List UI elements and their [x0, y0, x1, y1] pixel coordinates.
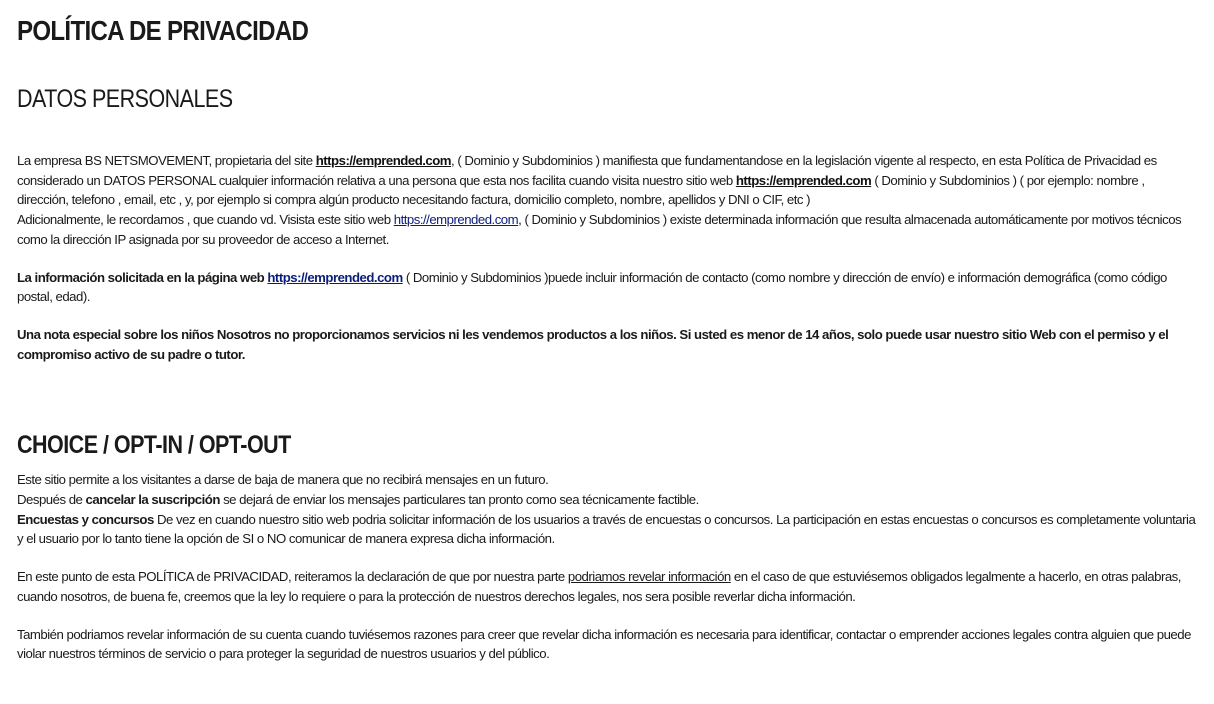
site-link[interactable]: https://emprended.com [267, 269, 403, 285]
paragraph-opt-out: Este sitio permite a los visitantes a darse de baja de manera que no recibirá mensajes en un futuro. Después de cancelar la suscripción se dejará de enviar los mensajes particulares tan pronto como sea técnicamente factible. Encuestas y concursos De vez en cuando nuestro sitio web podria solicitar información de los usuarios a través de encuestas o concursos. La participación en estas encuestas o concursos es completamente voluntaria y el usuario por lo tanto tiene la opción de SI o NO comunicar de manera expresa dicha información. [17, 472, 1196, 547]
paragraph-children-note: Una nota especial sobre los niños Nosotros no proporcionamos servicios ni les vendemos productos a los niños. Si usted es menor de 14 años, solo puede usar nuestro sitio Web con el permiso y el compromiso activo de su padre o tutor. [17, 326, 1169, 362]
paragraph-account-disclosure: También podriamos revelar información de su cuenta cuando tuviésemos razones para creer que revelar dicha información es necesaria para identificar, contactar o emprender acciones legales contra alguien que puede violar nuestros términos de servicio o para proteger la seguridad de nuestros usuarios y del público. [17, 626, 1191, 662]
paragraph-datos-intro: La empresa BS NETSMOVEMENT, propietaria del site https://emprended.com, ( Dominio y Subdominios ) manifiesta que fundamentandose en la legislación vigente al respecto, en esta Política de Privacidad es considerado un DATOS PERSONAL cualquier información relativa a una persona que esta nos facilita cuando visita nuestro sitio web https://emprended.com ( Dominio y Subdominios ) ( por ejemplo: nombre , dirección, telefono , email, etc , y, por ejemplo si compra algún producto necesitando factura, domicilio completo, nombre, apellidos y DNI o CIF, etc ) Adicionalmente, le recordamos , que cuando vd. Visista este sitio web https://emprended.com, ( Dominio y Subdominios ) existe determinada información que resulta almacenada automáticamente por motivos técnicos como la dirección IP asignada por su proveedor de acceso a Internet. [17, 153, 1182, 247]
paragraph-info-solicitada: La información solicitada en la página web https://emprended.com ( Dominio y Subdominios )puede incluir información de contacto (como nombre y dirección de envío) e información demográfica (como código postal, edad). [17, 269, 1167, 305]
site-link[interactable]: https://emprended.com [735, 172, 872, 188]
section-heading-datos-personales: DATOS PERSONALES [17, 85, 233, 113]
site-link[interactable]: https://emprended.com [315, 153, 452, 168]
paragraph-disclosure: En este punto de esta POLÍTICA de PRIVACIDAD, reiteramos la declaración de que por nuestra parte podriamos revelar información en el caso de que estuviésemos obligados legalmente a hacerlo, en otras palabras, cuando nosotros, de buena fe, creemos que la ley lo requiere o para la protección de nuestros derechos legales, nos sera posible reverlar dicha información. [17, 569, 1181, 604]
site-link[interactable]: https://emprended.com [393, 212, 519, 228]
section-heading-choice-opt: CHOICE / OPT-IN / OPT-OUT [17, 431, 291, 460]
privacy-policy-page [17, 14, 1197, 664]
page-title: POLÍTICA DE PRIVACIDAD [17, 15, 309, 46]
